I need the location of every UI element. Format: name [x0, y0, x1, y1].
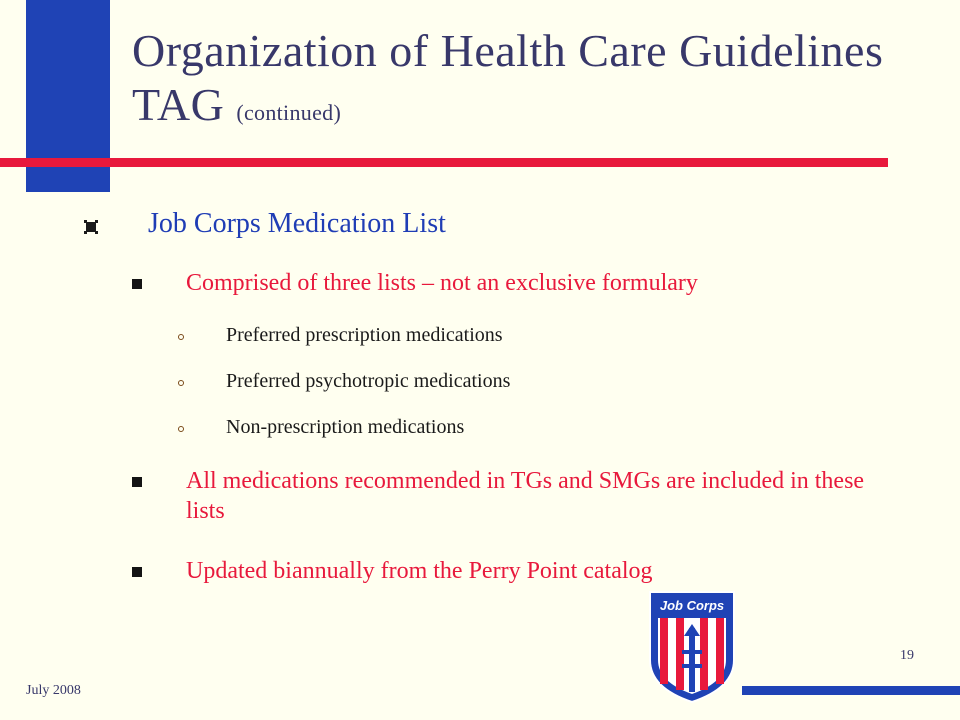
footer-date: July 2008 — [26, 683, 81, 698]
title-underline-rule — [0, 158, 888, 167]
bullet-square-icon — [132, 477, 142, 487]
page-number: 19 — [900, 648, 914, 663]
sub-bullet-circle-icon — [178, 380, 184, 386]
sub-bullet-text: Non-prescription medications — [226, 416, 465, 438]
bullet-square-icon — [132, 567, 142, 577]
bullet-text: Updated biannually from the Perry Point catalog — [186, 558, 653, 584]
slide-title-suffix: (continued) — [236, 100, 342, 125]
logo-text: Job Corps — [659, 598, 725, 613]
heading-text: Job Corps Medication List — [148, 208, 446, 239]
slide-title-main: Organization of Health Care Guidelines TAG — [132, 25, 884, 130]
bullet-text: All medications recommended in TGs and SMGs are included in these lists — [186, 468, 865, 524]
sub-bullet-text: Preferred prescription medications — [226, 324, 503, 346]
sub-bullet-circle-icon — [178, 426, 184, 432]
slide-title — [132, 24, 932, 140]
sub-bullet-text: Preferred psychotropic medications — [226, 370, 511, 392]
bullet-square-icon — [132, 279, 142, 289]
sub-bullet-circle-icon — [178, 334, 184, 340]
bullet-text: Comprised of three lists – not an exclusive formulary — [186, 270, 698, 296]
job-corps-shield-logo — [646, 590, 738, 704]
square-bullet-icon — [82, 218, 100, 236]
bottom-accent-bar — [742, 686, 960, 695]
